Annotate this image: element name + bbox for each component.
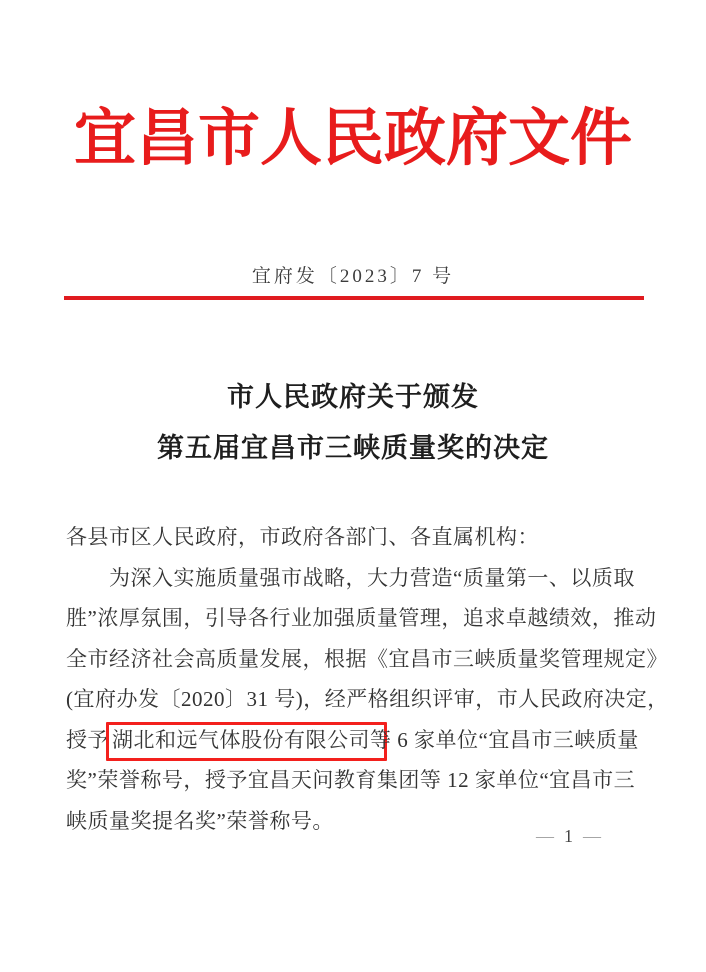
document-title-line1: 市人民政府关于颁发 (227, 382, 479, 412)
body-line: (宜府办发〔2020〕31 号)，经严格组织评审，市人民政府决定， (66, 687, 669, 711)
document-number: 宜府发〔2023〕7 号 (251, 266, 455, 287)
document-body (66, 517, 669, 841)
body-line: 峡质量奖提名奖”荣誉称号。 (66, 808, 334, 833)
award-line-prefix: 授予 (66, 727, 109, 752)
body-line: 为深入实施质量强市战略，大力营造“质量第一、以质取 (109, 565, 635, 590)
letterhead-title: 宜昌市人民政府文件 (73, 105, 632, 173)
document-title-line2: 第五届宜昌市三峡质量奖的决定 (157, 433, 549, 463)
award-line-suffix: 等 6 家单位“宜昌市三峡质量 (370, 727, 639, 752)
document-title (0, 372, 706, 474)
red-divider-line (64, 296, 644, 300)
award-line (66, 720, 648, 761)
salutation-line: 各县市区人民政府，市政府各部门、各直属机构： (66, 525, 539, 549)
page-number-left-dash: — (536, 826, 556, 846)
body-line: 胜”浓厚氛围，引导各行业加强质量管理，追求卓越绩效，推动 (66, 606, 657, 630)
page-number (0, 826, 706, 847)
page-number-right-dash: — (583, 826, 603, 846)
body-line: 奖”荣誉称号，授予宜昌天问教育集团等 12 家单位“宜昌市三 (66, 768, 636, 792)
body-line: 全市经济社会高质量发展，根据《宜昌市三峡质量奖管理规定》 (66, 646, 668, 671)
highlighted-company-box: 湖北和远气体股份有限公司 (106, 722, 387, 761)
page-number-value: 1 (564, 826, 575, 846)
